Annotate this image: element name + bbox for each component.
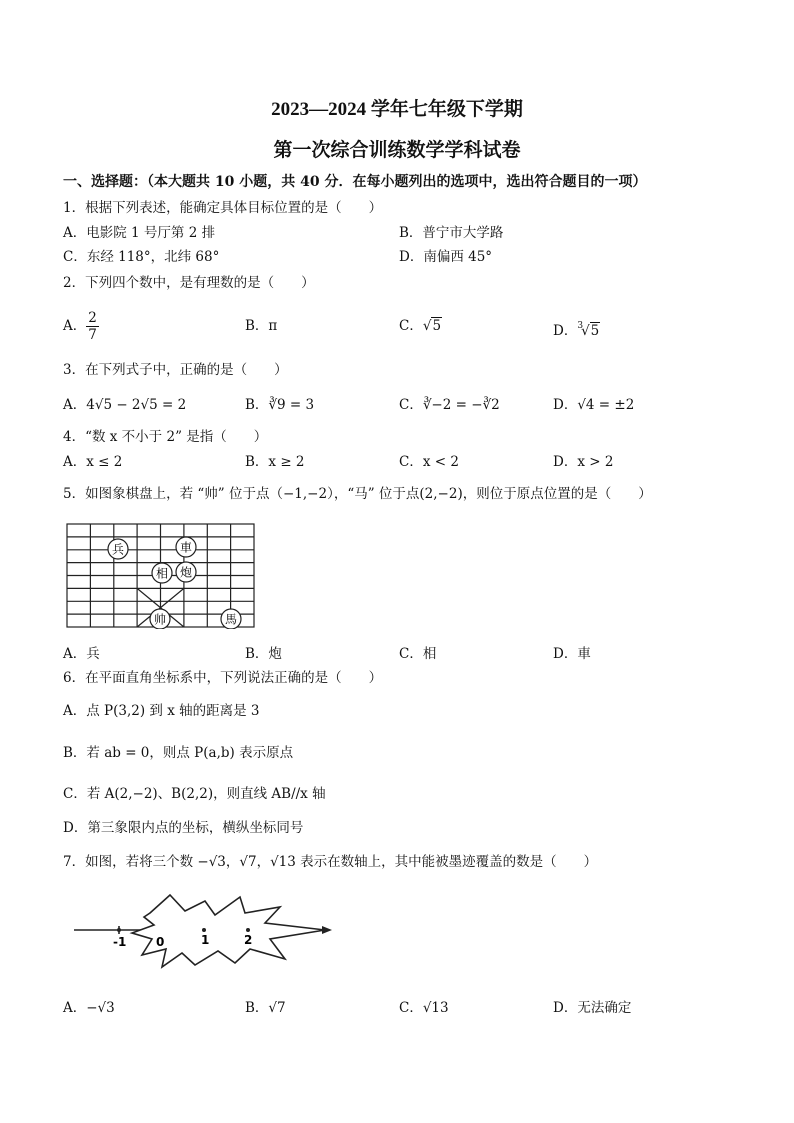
svg-text:帅: 帅 [153, 612, 167, 627]
q5-option-c: C．相 [399, 646, 437, 662]
tick-label-1: 1 [201, 933, 210, 947]
q6-option-a: A．点 P(3,2) 到 x 轴的距离是 3 [63, 703, 260, 719]
tick-label-neg1: -1 [113, 935, 127, 949]
q4-option-d: D．x > 2 [553, 454, 614, 470]
q2-option-b: B．π [245, 318, 278, 334]
q7-option-a: A．−√3 [63, 1000, 115, 1016]
q1-option-a: A．电影院 1 号厅第 2 排 [63, 225, 216, 241]
q6-option-c: C．若 A(2,−2)、B(2,2)，则直线 AB//x 轴 [63, 786, 326, 802]
fraction [86, 310, 99, 343]
q3-option-d: D．√4 = ±2 [553, 397, 635, 413]
denominator: 7 [88, 327, 97, 343]
q6-option-b: B．若 ab = 0，则点 P(a,b) 表示原点 [63, 745, 294, 761]
q2-option-c: C．√5 [399, 318, 442, 334]
piece-ju [176, 537, 196, 557]
q7-option-b: B．√7 [245, 1000, 286, 1016]
svg-text:相: 相 [155, 566, 169, 581]
tick-label-2: 2 [244, 933, 253, 947]
q6-option-d: D．第三象限内点的坐标，横纵坐标同号 [63, 820, 304, 836]
q2-option-a [63, 308, 99, 344]
q2-stem: 2．下列四个数中，是有理数的是（ ） [63, 275, 315, 291]
numerator: 2 [88, 310, 97, 326]
svg-text:炮: 炮 [179, 565, 193, 580]
chess-pieces [108, 537, 241, 629]
q7-stem: 7．如图，若将三个数 −√3，√7，√13 表示在数轴上，其中能被墨迹覆盖的数是（ ） [63, 854, 598, 870]
q3-option-c: C．∛−2 = −∛2 [399, 397, 500, 413]
q4-option-b: B．x ≥ 2 [245, 454, 305, 470]
q7-option-d: D．无法确定 [553, 1000, 632, 1016]
piece-bing [108, 539, 128, 559]
piece-xiang [152, 563, 172, 583]
q2-option-d-label: D． [553, 323, 578, 339]
q1-option-d: D．南偏西 45° [399, 249, 493, 265]
root-index: 3 [577, 321, 584, 331]
q5-option-d: D．車 [553, 646, 591, 662]
radicand: 5 [590, 323, 600, 339]
exam-title-line2: 第一次综合训练数学学科试卷 [273, 140, 521, 161]
q7-option-c: C．√13 [399, 1000, 449, 1016]
tick-label-0: 0 [156, 935, 165, 949]
q1-option-b: B．普宁市大学路 [399, 225, 504, 241]
q4-option-c: C．x < 2 [399, 454, 459, 470]
section-header-choice: 一、选择题：（本大题共 10 小题，共 40 分．在每小题列出的选项中，选出符合题目的一项） [63, 174, 647, 190]
ink-blot [132, 895, 325, 967]
radicand: 5 [432, 318, 442, 334]
q5-option-a: A．兵 [63, 646, 100, 662]
svg-text:兵: 兵 [111, 542, 125, 557]
q2-option-d: D．$^3$√5 [553, 321, 600, 339]
svg-text:馬: 馬 [224, 612, 238, 627]
q6-stem: 6．在平面直角坐标系中，下列说法正确的是（ ） [63, 670, 383, 686]
piece-shuai [150, 609, 170, 629]
q3-option-b: B．∛9 = 3 [245, 397, 315, 413]
q3-stem: 3．在下列式子中，正确的是（ ） [63, 362, 288, 378]
q5-option-b: B．炮 [245, 646, 282, 662]
number-line-ink-figure [70, 893, 332, 973]
q2-option-a-label: A． [63, 318, 87, 334]
q1-stem: 1．根据下列表述，能确定具体目标位置的是（ ） [63, 200, 383, 216]
exam-title-line1: 2023—2024 学年七年级下学期 [271, 99, 523, 120]
q4-option-a: A．x ≤ 2 [63, 454, 123, 470]
piece-ma [221, 609, 241, 629]
piece-pao [176, 562, 196, 582]
q2-option-c-label: C． [399, 318, 423, 334]
q4-stem: 4．“数 x 不小于 2” 是指（ ） [63, 429, 268, 445]
q3-option-a: A．4√5 − 2√5 = 2 [63, 397, 187, 413]
chess-board-figure [66, 523, 256, 629]
q5-stem: 5．如图象棋盘上，若 “帅” 位于点（−1,−2），“马” 位于点(2,−2)，则位于原点位置的是（ ） [63, 486, 652, 502]
svg-text:車: 車 [179, 540, 193, 555]
q1-option-c: C．东经 118°，北纬 68° [63, 249, 220, 265]
